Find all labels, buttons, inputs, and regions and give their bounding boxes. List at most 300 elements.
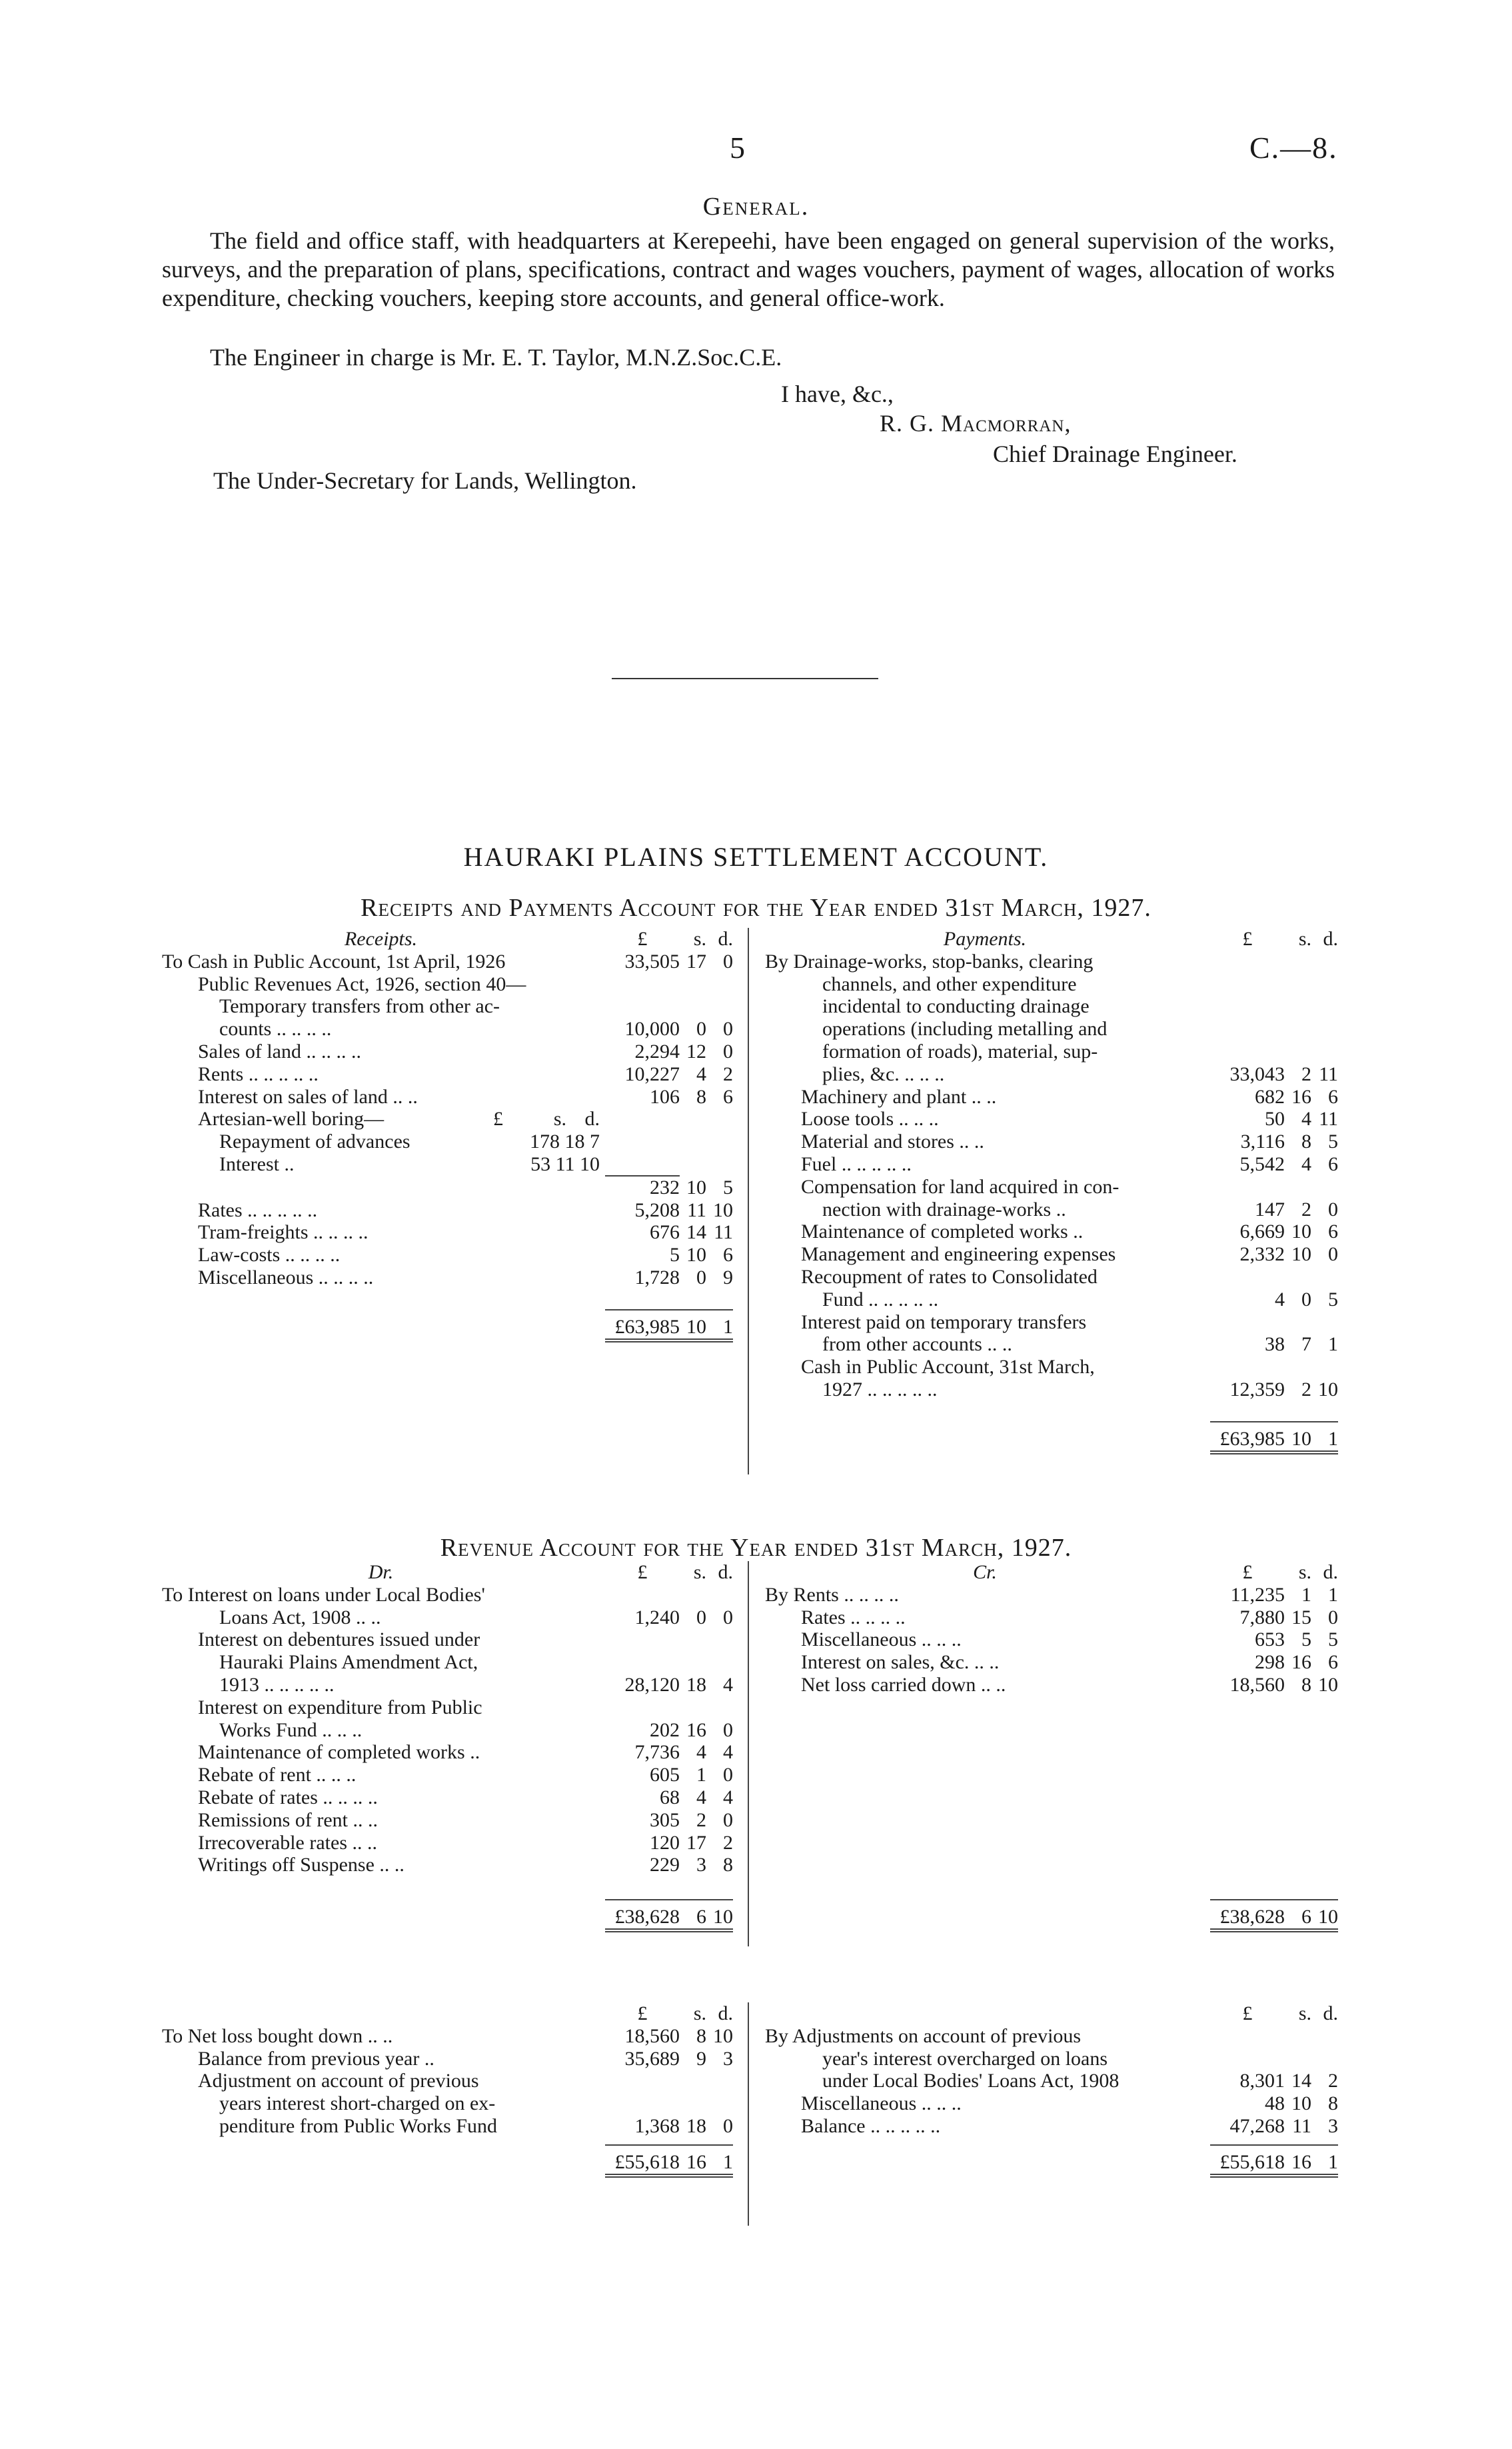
table-row xyxy=(765,1041,1338,1063)
table-row xyxy=(765,1288,1338,1311)
row-pounds: 10,227 xyxy=(624,1063,680,1085)
row-shillings: 10 xyxy=(686,1176,706,1199)
row-pence: 0 xyxy=(723,2114,733,2137)
row-pence xyxy=(1311,1176,1338,1199)
row-pounds: 147 xyxy=(1255,1198,1285,1221)
revenue-dr-table xyxy=(162,1561,733,1932)
table-row xyxy=(765,1674,1338,1696)
row-pounds: 676 xyxy=(650,1221,680,1244)
revenue-account-title: Revenue Account for the Year ended 31st March, 1927. xyxy=(440,1534,1072,1562)
column-divider xyxy=(748,2002,749,2226)
table-row xyxy=(162,1584,733,1606)
row-pounds: 3,116 xyxy=(1240,1131,1285,1153)
row-pence: 11 xyxy=(1319,1108,1338,1131)
table-header-row xyxy=(162,1561,733,1584)
table-row xyxy=(765,1108,1338,1131)
row-pounds: 35,689 xyxy=(624,2047,680,2070)
section-divider xyxy=(612,678,878,679)
row-shillings: 2 xyxy=(1301,1378,1311,1400)
row-description: Compensation for land acquired in con- xyxy=(801,1175,1120,1198)
table-row xyxy=(765,2070,1338,2092)
table-row xyxy=(162,1696,733,1719)
total-pence: 1 xyxy=(1311,1422,1338,1452)
table-row xyxy=(162,1108,733,1131)
row-description: Interest on debentures issued under xyxy=(198,1628,480,1651)
row-description: years interest short-charged on ex- xyxy=(219,2092,496,2115)
row-pence xyxy=(1311,1041,1338,1063)
artesian-repayment-amount: 178 18 7 xyxy=(530,1131,600,1153)
row-shillings xyxy=(680,2070,706,2092)
pounds-heading: £ xyxy=(1242,2002,1253,2024)
signoff-title: Chief Drainage Engineer. xyxy=(993,441,1237,467)
table-row xyxy=(162,1628,733,1651)
row-description xyxy=(162,1153,605,1176)
total-pence: 10 xyxy=(706,1900,733,1930)
row-pounds xyxy=(605,973,680,996)
row-pence xyxy=(1311,1018,1338,1041)
table-row xyxy=(162,1854,733,1876)
column-divider xyxy=(748,1561,749,1946)
shillings-heading: s. xyxy=(1298,1561,1311,1583)
row-pounds: 653 xyxy=(1255,1628,1285,1651)
table-row xyxy=(765,1266,1338,1288)
row-pence: 0 xyxy=(723,1808,733,1831)
cr-heading: Cr. xyxy=(973,1561,997,1583)
row-shillings xyxy=(680,1108,706,1131)
row-description: Miscellaneous .. .. .. .. xyxy=(198,1266,374,1288)
table-row xyxy=(765,1018,1338,1041)
row-pence: 5 xyxy=(1328,1288,1338,1310)
row-pounds xyxy=(1210,1018,1285,1041)
table-header-row xyxy=(162,2002,733,2025)
row-shillings: 14 xyxy=(1291,2070,1311,2092)
table-row xyxy=(162,1018,733,1041)
row-pounds xyxy=(605,2070,680,2092)
row-pence: 4 xyxy=(723,1673,733,1696)
row-pounds: 5,208 xyxy=(634,1199,680,1221)
row-pounds xyxy=(605,1153,680,1176)
row-description: plies, &c. .. .. .. xyxy=(822,1063,945,1085)
row-pence: 6 xyxy=(1328,1651,1338,1674)
row-shillings: 18 xyxy=(686,1673,706,1696)
total-row xyxy=(162,1900,733,1930)
row-pounds xyxy=(605,1628,680,1651)
row-shillings: 16 xyxy=(686,1718,706,1741)
row-description: Rebate of rates .. .. .. .. xyxy=(198,1786,378,1808)
row-shillings xyxy=(680,1651,706,1674)
row-pounds xyxy=(605,1696,680,1719)
row-pounds xyxy=(1210,1041,1285,1063)
row-pence: 3 xyxy=(723,2047,733,2070)
total-pence: 1 xyxy=(1311,2145,1338,2176)
row-pounds: 11,235 xyxy=(1230,1583,1285,1606)
row-pounds: 1,368 xyxy=(634,2114,680,2137)
table-row xyxy=(162,1651,733,1674)
table-row xyxy=(162,1764,733,1786)
total-pounds: £63,985 xyxy=(1210,1422,1285,1452)
row-shillings: 4 xyxy=(1301,1153,1311,1175)
pence-heading: d. xyxy=(1323,928,1338,950)
artesian-interest-amount: 53 11 10 xyxy=(530,1153,600,1175)
table-row xyxy=(162,973,733,996)
row-pounds xyxy=(1210,2025,1285,2048)
row-shillings: 8 xyxy=(696,1085,706,1108)
row-pounds: 229 xyxy=(650,1854,680,1876)
row-pence: 0 xyxy=(1328,1198,1338,1221)
row-pence: 2 xyxy=(723,1831,733,1854)
row-description: 1913 .. .. .. .. .. xyxy=(219,1673,335,1696)
row-description: Interest on sales, &c. .. .. xyxy=(801,1651,1000,1674)
table-row xyxy=(162,1786,733,1809)
row-shillings: 18 xyxy=(686,2114,706,2137)
row-description: formation of roads), material, sup- xyxy=(822,1040,1098,1063)
shillings-heading: s. xyxy=(693,2002,706,2024)
row-pence: 1 xyxy=(1328,1333,1338,1356)
row-description: Balance .. .. .. .. .. xyxy=(801,2114,941,2137)
row-pence xyxy=(706,1628,733,1651)
total-shillings: 6 xyxy=(680,1900,706,1930)
table-row xyxy=(765,1131,1338,1153)
row-pence xyxy=(1311,951,1338,973)
row-description: Fuel .. .. .. .. .. xyxy=(801,1153,912,1175)
table-row xyxy=(765,1221,1338,1243)
row-shillings: 17 xyxy=(686,1831,706,1854)
row-shillings: 10 xyxy=(1291,1243,1311,1266)
row-pence xyxy=(1311,2025,1338,2048)
row-description: By Rents .. .. .. .. xyxy=(765,1583,899,1606)
balance-cr-table xyxy=(765,2002,1338,2178)
row-pounds: 120 xyxy=(650,1831,680,1854)
total-label xyxy=(765,1900,1210,1930)
row-pounds: 18,560 xyxy=(1229,1673,1285,1696)
table-row xyxy=(162,1266,733,1289)
row-description: Rates .. .. .. .. .. xyxy=(198,1199,318,1221)
row-shillings: 4 xyxy=(696,1786,706,1808)
shillings-heading: s. xyxy=(693,928,706,950)
pounds-heading: £ xyxy=(637,1561,648,1583)
row-pounds: 68 xyxy=(660,1786,680,1808)
row-shillings xyxy=(680,1153,706,1176)
total-shillings: 16 xyxy=(680,2145,706,2176)
row-shillings xyxy=(1285,2025,1311,2048)
row-pounds: 202 xyxy=(650,1718,680,1741)
total-label xyxy=(162,2145,605,2176)
row-pounds: 50 xyxy=(1265,1108,1285,1131)
row-shillings: 11 xyxy=(687,1199,706,1221)
shillings-heading: s. xyxy=(1298,928,1311,950)
row-pence: 11 xyxy=(714,1221,733,1244)
row-pounds: 7,736 xyxy=(634,1741,680,1764)
row-shillings: 10 xyxy=(1291,2092,1311,2115)
row-shillings: 2 xyxy=(1301,1198,1311,1221)
table-row xyxy=(162,1832,733,1854)
total-row xyxy=(162,2145,733,2176)
row-pence xyxy=(706,2070,733,2092)
table-row xyxy=(162,1086,733,1109)
row-description: By Drainage-works, stop-banks, clearing xyxy=(765,950,1094,973)
row-shillings xyxy=(1285,1356,1311,1378)
row-pence: 0 xyxy=(723,1764,733,1786)
artesian-heading-head_d: d. xyxy=(584,1108,600,1131)
row-shillings xyxy=(1285,951,1311,973)
table-row xyxy=(765,1086,1338,1109)
row-pence: 0 xyxy=(1328,1606,1338,1628)
row-description xyxy=(162,1108,605,1131)
row-pounds: 2,332 xyxy=(1239,1243,1285,1266)
row-description: To Net loss bought down .. .. xyxy=(162,2024,393,2047)
row-pounds xyxy=(1210,1176,1285,1199)
row-pounds xyxy=(1210,1266,1285,1288)
row-pounds: 12,359 xyxy=(1229,1378,1285,1400)
row-shillings: 8 xyxy=(696,2024,706,2047)
signoff-greeting: I have, &c., xyxy=(781,381,894,407)
row-shillings xyxy=(1285,995,1311,1018)
row-pence: 0 xyxy=(723,1718,733,1741)
row-pounds xyxy=(605,1131,680,1153)
row-label: Repayment of advances xyxy=(219,1131,410,1153)
shillings-heading: s. xyxy=(1298,2002,1311,2024)
row-shillings: 2 xyxy=(696,1808,706,1831)
row-pence: 6 xyxy=(1328,1153,1338,1175)
row-pence: 6 xyxy=(1328,1221,1338,1243)
row-shillings xyxy=(680,1584,706,1606)
row-shillings xyxy=(1285,2048,1311,2070)
row-description: Machinery and plant .. .. xyxy=(801,1085,997,1108)
table-row xyxy=(162,1063,733,1086)
row-pounds xyxy=(605,1651,680,1674)
row-pounds: 5 xyxy=(670,1244,680,1266)
row-description: counts .. .. .. .. xyxy=(219,1018,332,1041)
total-shillings: 10 xyxy=(680,1310,706,1340)
table-row xyxy=(765,1606,1338,1629)
row-pence: 5 xyxy=(1328,1131,1338,1153)
row-description: Net loss carried down .. .. xyxy=(801,1673,1006,1696)
row-shillings xyxy=(680,2092,706,2115)
table-row xyxy=(765,2115,1338,2138)
row-pence xyxy=(1311,1266,1338,1288)
row-pounds: 1,728 xyxy=(634,1266,680,1288)
artesian-subcolumn-headings xyxy=(463,1108,600,1131)
row-description: Material and stores .. .. xyxy=(801,1131,984,1153)
row-description: Maintenance of completed works .. xyxy=(801,1221,1084,1243)
table-row xyxy=(765,1199,1338,1221)
row-shillings: 4 xyxy=(696,1741,706,1764)
row-shillings: 16 xyxy=(1291,1085,1311,1108)
table-row xyxy=(765,1176,1338,1199)
pounds-heading: £ xyxy=(1242,1561,1253,1583)
row-description xyxy=(162,1176,605,1199)
engineer-paragraph: The Engineer in charge is Mr. E. T. Taylor, M.N.Z.Soc.C.E. xyxy=(210,344,782,371)
row-shillings: 5 xyxy=(1301,1628,1311,1651)
row-description: Balance from previous year .. xyxy=(198,2047,434,2070)
row-pence: 9 xyxy=(723,1266,733,1288)
row-shillings: 8 xyxy=(1301,1131,1311,1153)
row-pence xyxy=(1311,995,1338,1018)
artesian-heading-head_s: s. xyxy=(553,1108,566,1131)
row-pence xyxy=(706,1584,733,1606)
pence-heading: d. xyxy=(718,928,733,950)
receipts-payments-title: Receipts and Payments Account for the Year ended 31st March, 1927. xyxy=(361,894,1151,922)
row-pence xyxy=(706,1651,733,1674)
receipts-table xyxy=(162,928,733,1342)
row-shillings xyxy=(1285,973,1311,996)
row-pence: 8 xyxy=(1328,2092,1338,2115)
table-row xyxy=(162,1199,733,1222)
row-pence: 4 xyxy=(723,1786,733,1808)
total-pence: 1 xyxy=(706,1310,733,1340)
row-shillings xyxy=(1285,1266,1311,1288)
row-pounds xyxy=(605,2092,680,2115)
table-row xyxy=(162,1221,733,1244)
row-description: Rebate of rent .. .. .. xyxy=(198,1764,357,1786)
table-header-row xyxy=(162,928,733,951)
row-shillings: 1 xyxy=(696,1764,706,1786)
row-pence: 8 xyxy=(723,1854,733,1876)
row-pence xyxy=(1311,1311,1338,1334)
row-pounds: 7,880 xyxy=(1239,1606,1285,1628)
row-pounds: 33,043 xyxy=(1229,1063,1285,1085)
total-row xyxy=(765,1900,1338,1930)
row-description: Public Revenues Act, 1926, section 40— xyxy=(198,973,526,995)
row-label: Artesian-well boring— xyxy=(198,1108,384,1131)
row-shillings xyxy=(680,973,706,996)
row-shillings: 0 xyxy=(696,1606,706,1628)
document-code: C.—8. xyxy=(1249,131,1338,165)
row-pence xyxy=(706,995,733,1018)
row-description: Adjustment on account of previous xyxy=(198,2070,479,2092)
row-pence: 10 xyxy=(1318,1673,1338,1696)
row-pence xyxy=(706,1696,733,1719)
row-pence xyxy=(1311,2048,1338,2070)
row-pounds: 106 xyxy=(650,1085,680,1108)
row-description: Temporary transfers from other ac- xyxy=(219,995,500,1018)
total-pounds: £38,628 xyxy=(1210,1900,1285,1930)
total-label xyxy=(765,2145,1210,2176)
row-pence: 10 xyxy=(713,2024,733,2047)
table-header-row xyxy=(765,2002,1338,2025)
row-shillings xyxy=(680,1696,706,1719)
row-shillings: 15 xyxy=(1291,1606,1311,1628)
row-description: Rents .. .. .. .. .. xyxy=(198,1063,319,1085)
table-header-row xyxy=(765,928,1338,951)
row-shillings: 1 xyxy=(1301,1583,1311,1606)
page-number: 5 xyxy=(730,131,745,165)
row-pounds: 4 xyxy=(1275,1288,1285,1310)
total-row xyxy=(162,1310,733,1340)
row-pounds: 10,000 xyxy=(624,1018,680,1041)
total-shillings: 10 xyxy=(1285,1422,1311,1452)
row-pounds: 33,505 xyxy=(624,950,680,973)
row-pounds: 1,240 xyxy=(634,1606,680,1628)
shillings-heading: s. xyxy=(693,1561,706,1583)
row-description: Law-costs .. .. .. .. xyxy=(198,1244,341,1266)
row-pence: 6 xyxy=(723,1244,733,1266)
row-shillings: 12 xyxy=(686,1040,706,1063)
table-row xyxy=(162,2025,733,2048)
table-header-row xyxy=(765,1561,1338,1584)
row-description: penditure from Public Works Fund xyxy=(219,2114,497,2137)
total-pence: 10 xyxy=(1311,1900,1338,1930)
row-pence: 10 xyxy=(713,1199,733,1221)
table-row xyxy=(765,1063,1338,1086)
row-description: Interest on expenditure from Public xyxy=(198,1696,482,1718)
row-description: Maintenance of completed works .. xyxy=(198,1741,480,1764)
row-description: Cash in Public Account, 31st March, xyxy=(801,1356,1095,1378)
row-pence: 0 xyxy=(723,950,733,973)
table-row xyxy=(162,2092,733,2115)
row-shillings: 0 xyxy=(696,1018,706,1041)
table-row xyxy=(765,1333,1338,1356)
row-description: incidental to conducting drainage xyxy=(822,995,1090,1018)
row-description: Management and engineering expenses xyxy=(801,1243,1116,1266)
table-row xyxy=(162,2115,733,2138)
total-pounds: £55,618 xyxy=(1210,2145,1285,2176)
row-shillings xyxy=(1285,1018,1311,1041)
row-description: under Local Bodies' Loans Act, 1908 xyxy=(822,2070,1120,2092)
row-pounds: 298 xyxy=(1255,1651,1285,1674)
table-row xyxy=(765,1651,1338,1674)
row-pence: 2 xyxy=(1328,2070,1338,2092)
total-label xyxy=(162,1310,605,1340)
row-description: Loose tools .. .. .. xyxy=(801,1108,939,1131)
row-description xyxy=(162,1131,605,1153)
row-description: Interest on sales of land .. .. xyxy=(198,1085,418,1108)
table-row xyxy=(162,1741,733,1764)
row-pounds: 47,268 xyxy=(1229,2114,1285,2137)
row-description: operations (including metalling and xyxy=(822,1018,1108,1041)
table-row xyxy=(162,1041,733,1063)
addressee: The Under-Secretary for Lands, Wellington. xyxy=(213,467,637,494)
account-title: HAURAKI PLAINS SETTLEMENT ACCOUNT. xyxy=(463,842,1049,872)
table-row xyxy=(162,1244,733,1266)
row-pence: 11 xyxy=(1319,1063,1338,1085)
row-pence: 10 xyxy=(1318,1378,1338,1400)
table-row xyxy=(765,951,1338,973)
row-pence xyxy=(706,1108,733,1131)
table-row xyxy=(162,2048,733,2070)
row-description: Hauraki Plains Amendment Act, xyxy=(219,1651,478,1674)
payments-table xyxy=(765,928,1338,1454)
row-label: Interest .. xyxy=(219,1153,295,1175)
row-shillings: 9 xyxy=(696,2047,706,2070)
row-pence: 6 xyxy=(1328,1085,1338,1108)
row-pence: 0 xyxy=(1328,1243,1338,1266)
row-shillings: 2 xyxy=(1301,1063,1311,1085)
table-row xyxy=(162,1153,733,1176)
row-description: Fund .. .. .. .. .. xyxy=(822,1288,939,1310)
row-pence: 0 xyxy=(723,1040,733,1063)
row-shillings: 10 xyxy=(1291,1221,1311,1243)
row-shillings: 8 xyxy=(1301,1673,1311,1696)
row-pence: 0 xyxy=(723,1018,733,1041)
row-shillings xyxy=(1285,1041,1311,1063)
row-pounds: 18,560 xyxy=(624,2024,680,2047)
row-pence xyxy=(706,2092,733,2115)
general-paragraph: The field and office staff, with headquarters at Kerepeehi, have been engaged on general supervision of the works, surveys, and the preparation of plans, specifications, contract and wages vouchers, payment of wages, allocation of works expenditure, checking vouchers, keeping store accounts, and general office-work. xyxy=(162,227,1335,311)
row-shillings: 0 xyxy=(696,1266,706,1288)
row-shillings: 7 xyxy=(1301,1333,1311,1356)
pounds-heading: £ xyxy=(1242,928,1253,950)
table-row xyxy=(765,995,1338,1018)
row-shillings: 16 xyxy=(1291,1651,1311,1674)
table-row xyxy=(765,2048,1338,2070)
row-pence: 4 xyxy=(723,1741,733,1764)
row-pounds xyxy=(605,995,680,1018)
row-shillings: 0 xyxy=(1301,1288,1311,1310)
row-pounds: 28,120 xyxy=(624,1673,680,1696)
row-pounds: 232 xyxy=(605,1176,680,1199)
row-description: channels, and other expenditure xyxy=(822,973,1077,995)
